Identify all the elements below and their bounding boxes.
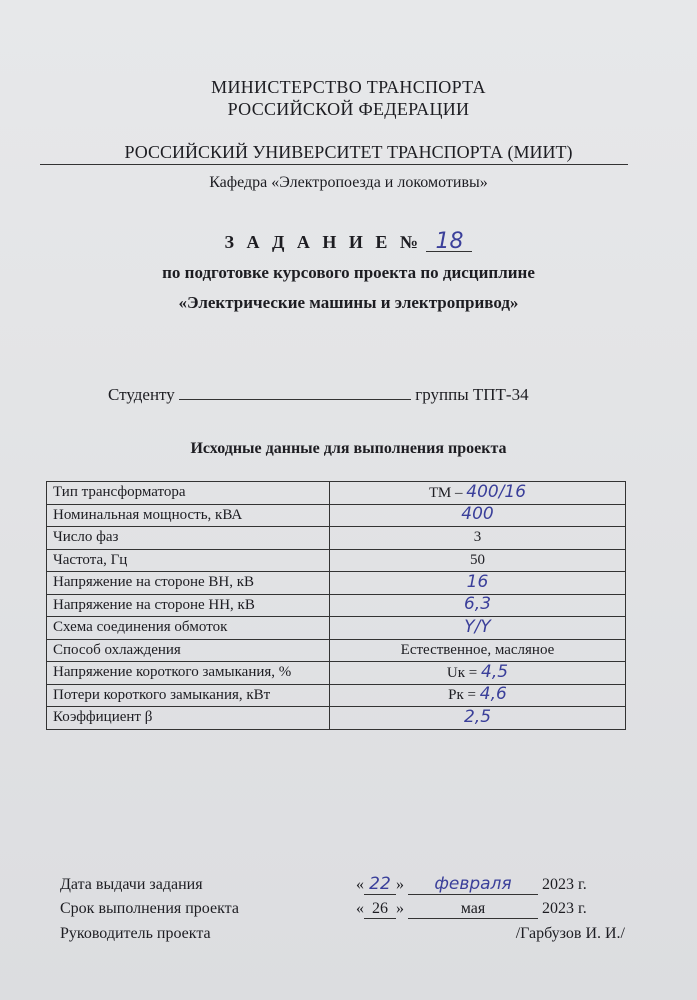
table-row xyxy=(47,617,626,640)
supervisor-name: /Гарбузов И. И./ xyxy=(515,925,625,942)
param-value-cell xyxy=(330,594,626,617)
student-group: группы ТПТ-34 xyxy=(415,385,529,404)
param-label: Число фаз xyxy=(47,527,330,550)
table-row xyxy=(47,549,626,572)
student-label: Студенту xyxy=(108,385,175,404)
table-row xyxy=(47,684,626,707)
university-name: РОССИЙСКИЙ УНИВЕРСИТЕТ ТРАНСПОРТА (МИИТ) xyxy=(124,142,573,162)
param-label: Частота, Гц xyxy=(47,549,330,572)
param-value-cell xyxy=(330,639,626,662)
param-value-cell xyxy=(330,504,626,527)
param-label: Напряжение на стороне НН, кВ xyxy=(47,594,330,617)
table-row xyxy=(47,707,626,730)
supervisor-label: Руководитель проекта xyxy=(60,925,211,942)
param-value: 2,5 xyxy=(463,706,492,727)
task-number: 18 xyxy=(426,233,472,252)
param-value: 3 xyxy=(473,529,482,546)
param-value: 400/16 xyxy=(466,481,527,502)
table-row xyxy=(47,662,626,685)
ministry-header xyxy=(0,76,697,120)
param-label: Номинальная мощность, кВА xyxy=(47,504,330,527)
param-label: Напряжение на стороне ВН, кВ xyxy=(47,572,330,595)
student-line xyxy=(108,385,529,405)
param-value-cell xyxy=(330,527,626,550)
table-row xyxy=(47,572,626,595)
issue-month: февраля xyxy=(408,874,538,895)
param-value-cell xyxy=(330,684,626,707)
due-year: 2023 г. xyxy=(542,900,587,917)
param-label: Тип трансформатора xyxy=(47,482,330,505)
university-underline xyxy=(40,164,628,165)
department-name: Кафедра «Электропоезда и локомотивы» xyxy=(209,174,488,191)
issue-date-label: Дата выдачи задания xyxy=(60,876,203,893)
param-label: Коэффициент β xyxy=(47,707,330,730)
table-row xyxy=(47,594,626,617)
param-prefix: Pк = xyxy=(448,687,477,704)
param-value: 400 xyxy=(461,504,494,525)
param-value: 6,3 xyxy=(463,594,492,615)
param-value-cell xyxy=(330,662,626,685)
source-data-heading: Исходные данные для выполнения проекта xyxy=(190,440,507,457)
table-row xyxy=(47,482,626,505)
due-date-row: Срок выполнения проекта « 26 » мая 2023 г. xyxy=(60,900,587,917)
param-prefix: Uк = xyxy=(446,664,478,681)
task-title-label: З А Д А Н И Е № xyxy=(224,232,422,252)
table-row xyxy=(47,527,626,550)
ministry-line-2: РОССИЙСКОЙ ФЕДЕРАЦИИ xyxy=(227,99,470,119)
param-value: 16 xyxy=(466,571,489,592)
param-value: 4,6 xyxy=(479,684,507,705)
discipline-name: «Электрические машины и электропривод» xyxy=(178,293,519,312)
supervisor-row xyxy=(60,925,625,943)
due-date-label: Срок выполнения проекта xyxy=(60,900,239,917)
param-prefix: ТМ – xyxy=(428,484,463,501)
param-value-cell xyxy=(330,617,626,640)
param-value: Естественное, масляное xyxy=(400,641,555,658)
param-value: 50 xyxy=(470,551,485,568)
parameters-table xyxy=(46,481,626,730)
due-month: мая xyxy=(408,900,538,919)
issue-year: 2023 г. xyxy=(542,876,587,893)
param-label: Способ охлаждения xyxy=(47,639,330,662)
issue-day: 22 xyxy=(364,874,396,895)
param-value: 4,5 xyxy=(481,661,509,682)
task-purpose: по подготовке курсового проекта по дисциплине xyxy=(162,263,535,282)
param-value-cell xyxy=(330,572,626,595)
param-label: Схема соединения обмоток xyxy=(47,617,330,640)
task-title xyxy=(0,229,697,254)
param-value-cell xyxy=(330,549,626,572)
issue-date-row: Дата выдачи задания « 22 » февраля 2023 г. xyxy=(60,874,587,894)
param-value-cell xyxy=(330,707,626,730)
table-row xyxy=(47,639,626,662)
param-label: Потери короткого замыкания, кВт xyxy=(47,684,330,707)
student-name-blank xyxy=(179,385,411,400)
param-label: Напряжение короткого замыкания, % xyxy=(47,662,330,685)
due-day: 26 xyxy=(364,900,396,919)
param-value-cell xyxy=(330,482,626,505)
ministry-line-1: МИНИСТЕРСТВО ТРАНСПОРТА xyxy=(211,77,486,97)
param-value: Y/Y xyxy=(464,616,491,637)
table-row xyxy=(47,504,626,527)
